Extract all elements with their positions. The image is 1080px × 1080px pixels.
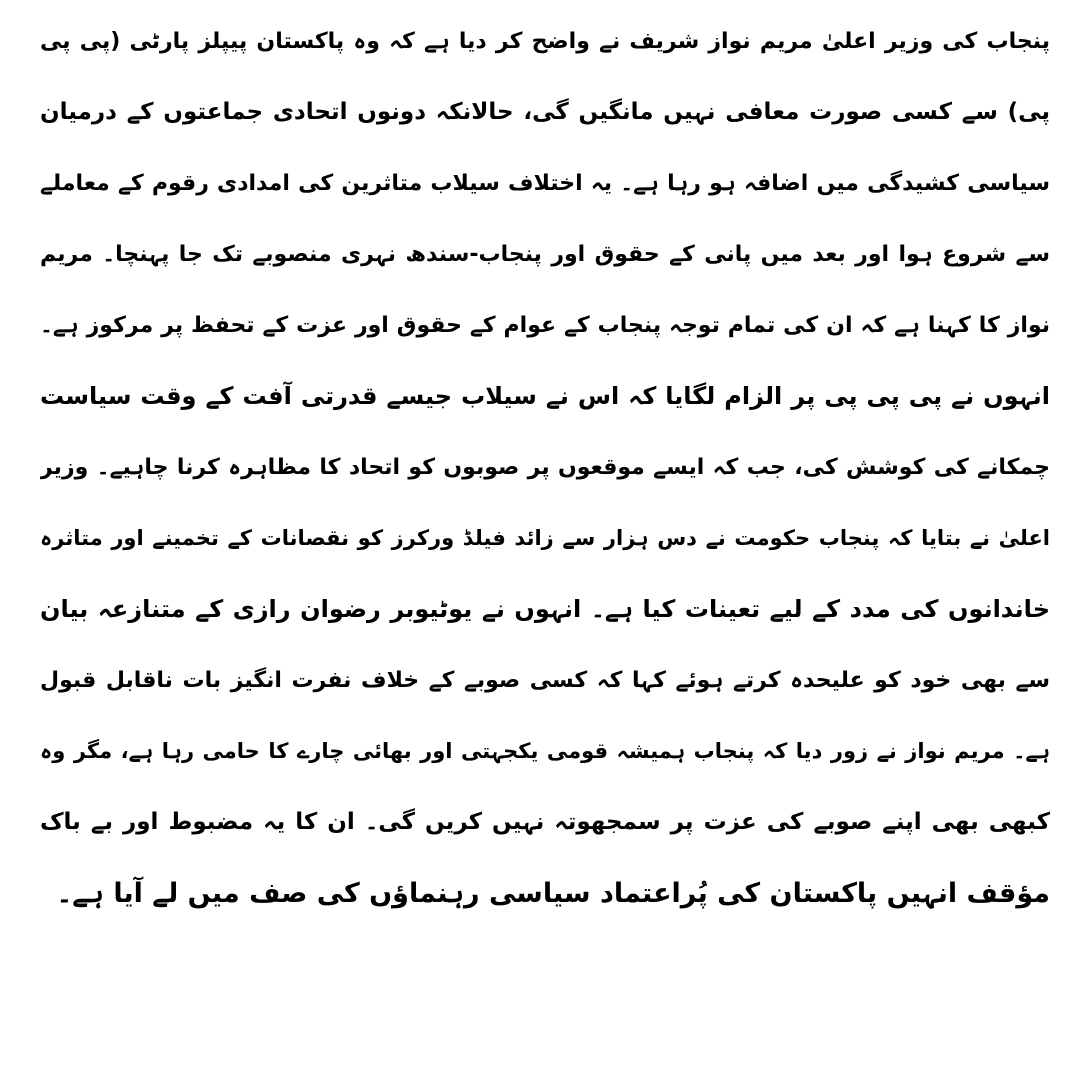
- paragraph-line: سے بھی خود کو علیحدہ کرتے ہوئے کہا کہ کسی صوبے کے خلاف نفرت انگیز بات ناقابل قبول: [40, 668, 1050, 693]
- paragraph-line: مؤقف انہیں پاکستان کی پُراعتماد سیاسی رہنماؤں کی صف میں لے آیا ہے۔: [56, 878, 1050, 909]
- paragraph-line: پی) سے کسی صورت معافی نہیں مانگیں گی، حالانکہ دونوں اتحادی جماعتوں کے درمیان: [40, 99, 1050, 125]
- paragraph-line: اعلیٰ نے بتایا کہ پنجاب حکومت نے دس ہزار سے زائد فیلڈ ورکرز کو نقصانات کے تخمینے اور متاثرہ: [40, 526, 1050, 550]
- paragraph-line: سیاسی کشیدگی میں اضافہ ہو رہا ہے۔ یہ اختلاف سیلاب متاثرین کی امدادی رقوم کے معاملے: [40, 171, 1050, 196]
- paragraph-line: چمکانے کی کوشش کی، جب کہ ایسے موقعوں پر صوبوں کو اتحاد کا مظاہرہ کرنا چاہیے۔ وزیر: [40, 455, 1050, 480]
- urdu-article: [40, 6, 1050, 1074]
- paragraph-line: نواز کا کہنا ہے کہ ان کی تمام توجہ پنجاب کے عوام کے حقوق اور عزت کے تحفظ پر مرکوز ہے۔: [40, 313, 1050, 338]
- paragraph-line: سے شروع ہوا اور بعد میں پانی کے حقوق اور پنجاب-سندھ نہری منصوبے تک جا پہنچا۔ مریم: [40, 242, 1050, 267]
- paragraph-line: ہے۔ مریم نواز نے زور دیا کہ پنجاب ہمیشہ قومی یکجہتی اور بھائی چارے کا حامی رہا ہے، مگر وہ: [40, 739, 1050, 763]
- paragraph-line: کبھی بھی اپنے صوبے کی عزت پر سمجھوتہ نہیں کریں گی۔ ان کا یہ مضبوط اور بے باک: [40, 809, 1050, 835]
- paragraph-line: پنجاب کی وزیر اعلیٰ مریم نواز شریف نے واضح کر دیا ہے کہ وہ پاکستان پیپلز پارٹی (پی پی: [40, 29, 1050, 54]
- paragraph-line: انہوں نے پی پی پی پر الزام لگایا کہ اس نے سیلاب جیسے قدرتی آفت کے وقت سیاست: [40, 382, 1050, 410]
- paragraph-line: خاندانوں کی مدد کے لیے تعینات کیا ہے۔ انہوں نے یوٹیوبر رضوان رازی کے متنازعہ بیان: [40, 595, 1050, 623]
